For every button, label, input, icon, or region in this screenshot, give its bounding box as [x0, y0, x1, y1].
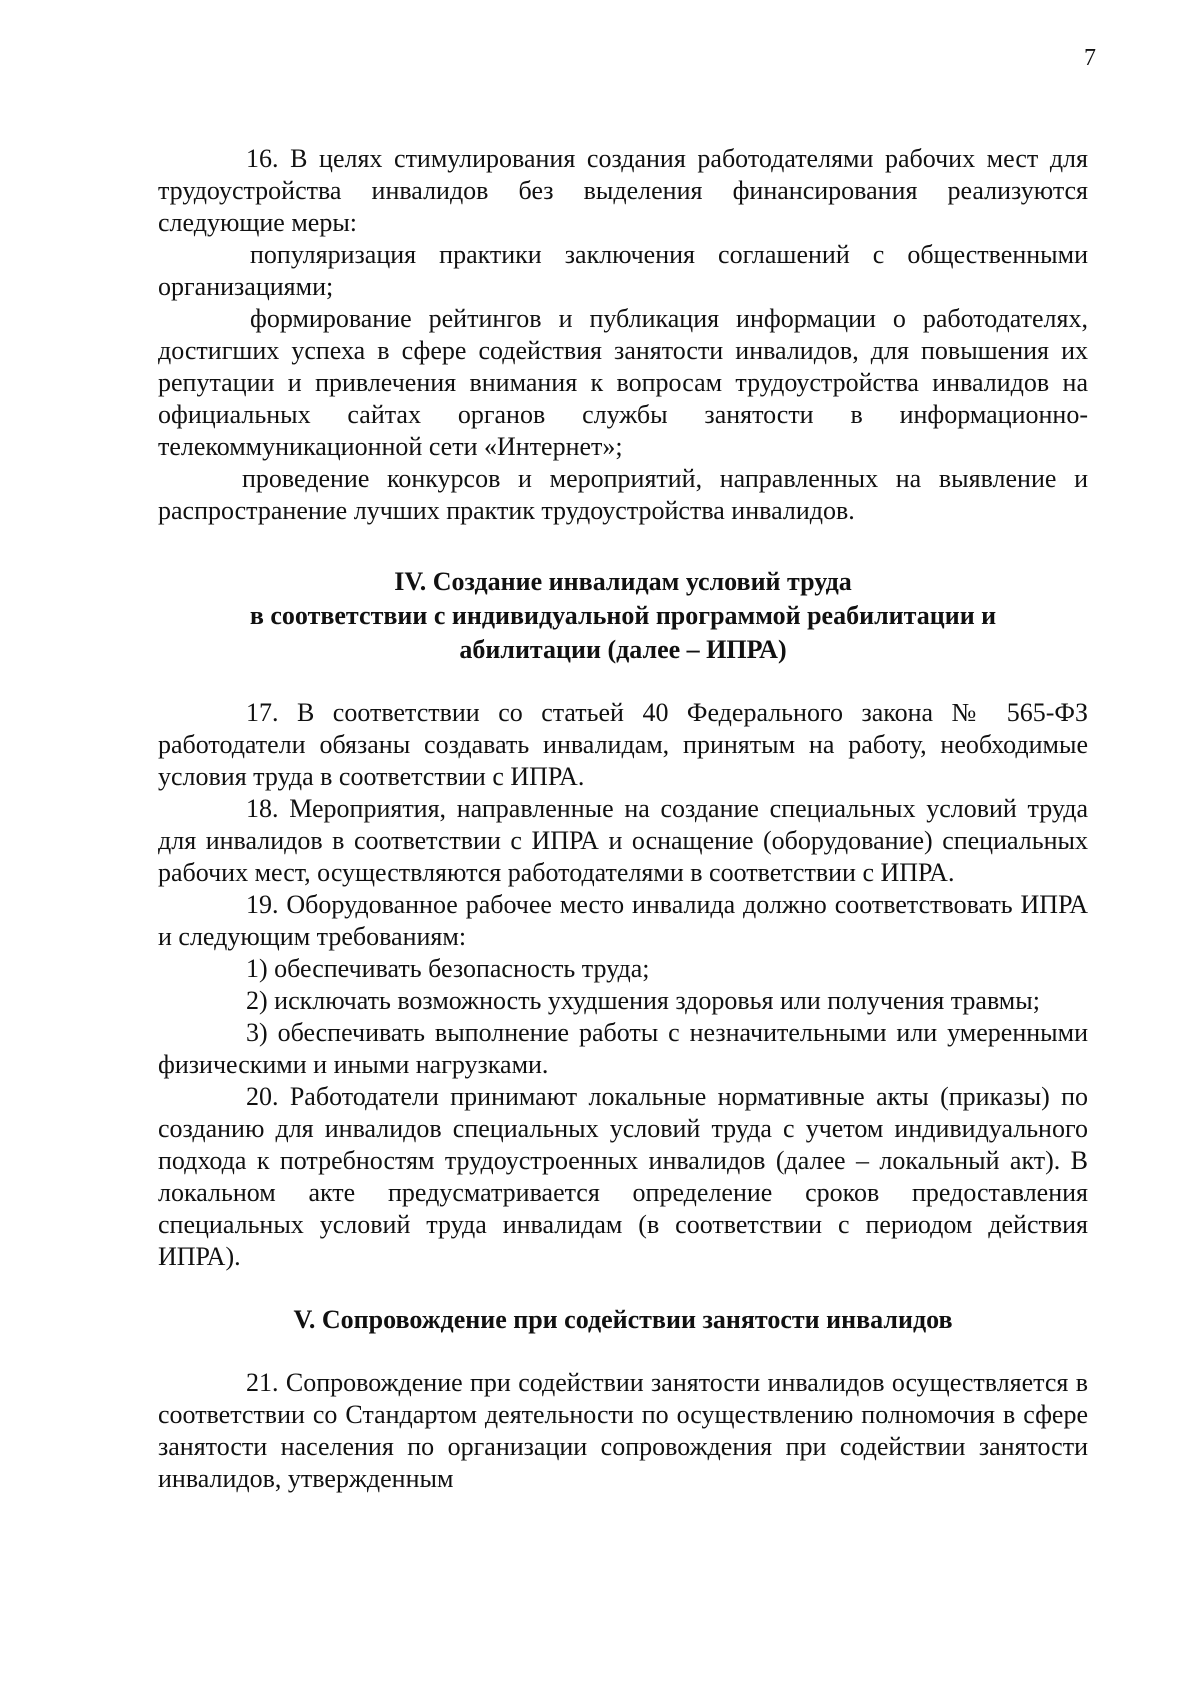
section-v-heading: V. Сопровождение при содействии занятости инвалидов — [293, 1305, 953, 1334]
spacer — [158, 667, 1088, 697]
spacer — [158, 527, 1088, 565]
measure-item-3: проведение конкурсов и мероприятий, направленных на выявление и распространение лучших практик трудоустройства инвалидов. — [158, 464, 1088, 525]
requirement-item-2: 2) исключать возможность ухудшения здоровья или получения травмы; — [246, 986, 1040, 1015]
requirement-item-1: 1) обеспечивать безопасность труда; — [246, 954, 650, 983]
paragraph-18: 18. Мероприятия, направленные на создание специальных условий труда для инвалидов в соответствии с ИПРА и оснащение (оборудование) специальных рабочих мест, осуществляются работодателями в соответствии с ИПРА. — [158, 794, 1088, 887]
spacer — [158, 1337, 1088, 1367]
paragraph-20: 20. Работодатели принимают локальные нормативные акты (приказы) по созданию для инвалидов специальных условий труда с учетом индивидуального подхода к потребностям трудоустроенных инвалидов (далее – локальный акт). В локальном акте предусматривается определение сроков предоставления специальных условий труда инвалидам (в соответствии с периодом действия ИПРА). — [158, 1082, 1088, 1271]
spacer — [158, 1273, 1088, 1303]
document-body — [158, 143, 1088, 1495]
section-iv-heading-line-3: абилитации (далее – ИПРА) — [459, 635, 787, 664]
page-number: 7 — [1084, 45, 1096, 71]
paragraph-17: 17. В соответствии со статьей 40 Федерального закона № 565-ФЗ работодатели обязаны создавать инвалидам, принятым на работу, необходимые условия труда в соответствии с ИПРА. — [158, 698, 1088, 791]
measure-item-2: формирование рейтингов и публикация информации о работодателях, достигших успеха в сфере содействия занятости инвалидов, для повышения их репутации и привлечения внимания к вопросам трудоустройства инвалидов на официальных сайтах органов службы занятости в информационно-телекоммуникационной сети «Интернет»; — [158, 304, 1088, 461]
paragraph-16: 16. В целях стимулирования создания работодателями рабочих мест для трудоустройства инвалидов без выделения финансирования реализуются следующие меры: — [158, 144, 1088, 237]
paragraph-21: 21. Сопровождение при содействии занятости инвалидов осуществляется в соответствии со Стандартом деятельности по осуществлению полномочия в сфере занятости населения по организации сопровождения при содействии занятости инвалидов, утвержденным — [158, 1368, 1088, 1493]
paragraph-19: 19. Оборудованное рабочее место инвалида должно соответствовать ИПРА и следующим требованиям: — [158, 890, 1088, 951]
section-iv-heading — [158, 565, 1088, 667]
requirement-item-3: 3) обеспечивать выполнение работы с незначительными или умеренными физическими и иными нагрузками. — [158, 1018, 1088, 1079]
section-iv-heading-line-2: в соответствии с индивидуальной программой реабилитации и — [249, 601, 997, 630]
section-iv-heading-line-1: IV. Создание инвалидам условий труда — [394, 567, 852, 596]
measure-item-1: популяризация практики заключения соглашений с общественными организациями; — [158, 240, 1088, 301]
